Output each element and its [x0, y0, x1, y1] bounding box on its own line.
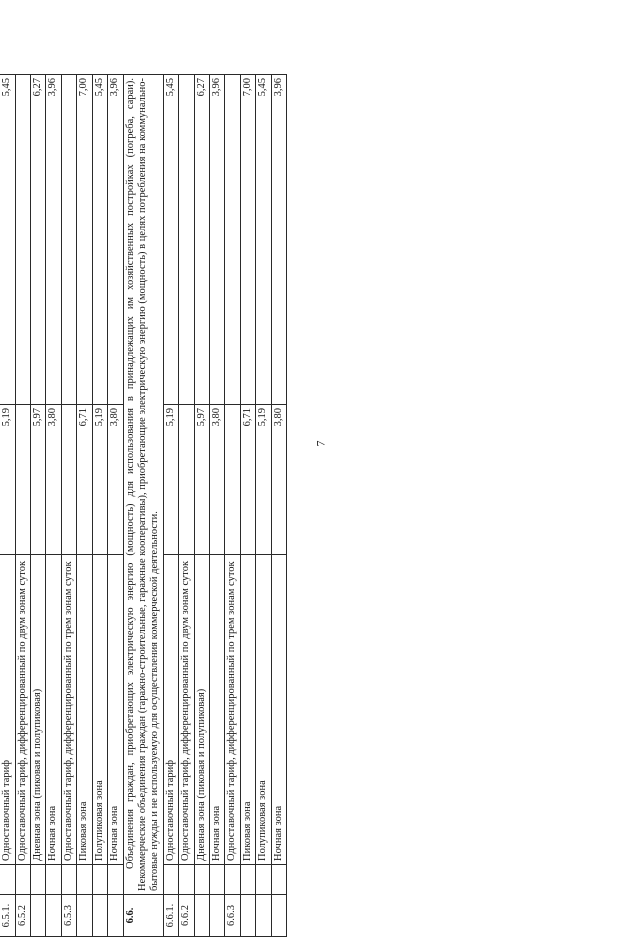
tariff-value-1: 5,97	[31, 405, 46, 555]
spacer-cell	[163, 865, 178, 895]
spacer-cell	[225, 865, 240, 895]
tariff-value-2: 5,45	[163, 75, 178, 405]
row-number: 6.6.3	[225, 895, 240, 937]
tariff-value-2	[225, 75, 240, 405]
table-row	[225, 75, 240, 937]
spacer-cell	[15, 865, 30, 895]
tariff-value-1	[225, 405, 240, 555]
spacer-cell	[92, 865, 107, 895]
row-label: Одноставочный тариф	[163, 555, 178, 865]
tariff-value-2: 5,45	[0, 75, 15, 405]
tariff-value-2: 5,45	[92, 75, 107, 405]
tariff-value-2: 3,96	[46, 75, 61, 405]
tariff-value-2: 3,96	[209, 75, 224, 405]
row-label: Одноставочный тариф	[0, 555, 15, 865]
tariff-value-2	[61, 75, 76, 405]
table-row	[240, 75, 255, 937]
row-label: Полупиковая зона	[92, 555, 107, 865]
table-row	[256, 75, 271, 937]
tariff-value-1: 3,80	[209, 405, 224, 555]
row-number	[194, 895, 209, 937]
tariff-value-2	[179, 75, 194, 405]
row-label: Ночная зона	[46, 555, 61, 865]
tariff-value-1: 6,71	[77, 405, 92, 555]
row-number	[108, 895, 123, 937]
spacer-cell	[0, 865, 15, 895]
tariff-value-1	[61, 405, 76, 555]
tariff-value-2: 7,00	[77, 75, 92, 405]
tariff-value-1: 5,19	[92, 405, 107, 555]
row-label: Одноставочный тариф, дифференцированный по трем зонам суток	[225, 555, 240, 865]
tariff-value-1: 3,80	[108, 405, 123, 555]
tariff-value-1: 5,19	[0, 405, 15, 555]
row-number	[209, 895, 224, 937]
tariff-value-2: 3,96	[271, 75, 286, 405]
table-row	[194, 75, 209, 937]
row-label: Дневная зона (пиковая и полупиковая)	[31, 555, 46, 865]
table-row	[0, 75, 15, 937]
section-description: Объединения граждан, приобретающих электрическую энергию (мощность) для использования в принадлежащих им хозяйственных постройках (погреба, сараи). Некоммерческие объединения граждан (гаражно-строительные, гаражные кооперативы), приобретающие электрическую энергию (мощность) в целях потребления на коммунально-бытовые нужды и не используемую для осуществления коммерческой деятельности.	[123, 75, 163, 895]
tariff-value-1: 3,80	[271, 405, 286, 555]
row-number: 6.6.2	[179, 895, 194, 937]
tariff-value-2: 7,00	[240, 75, 255, 405]
spacer-cell	[31, 865, 46, 895]
row-number	[271, 895, 286, 937]
tariff-table-body	[0, 75, 286, 937]
spacer-cell	[256, 865, 271, 895]
row-label: Пиковая зона	[240, 555, 255, 865]
page-number: 7	[313, 440, 328, 447]
spacer-cell	[209, 865, 224, 895]
table-row	[179, 75, 194, 937]
tariff-value-2: 6,27	[194, 75, 209, 405]
tariff-value-1	[179, 405, 194, 555]
spacer-cell	[194, 865, 209, 895]
spacer-cell	[61, 865, 76, 895]
table-row	[209, 75, 224, 937]
table-row	[108, 75, 123, 937]
table-row	[46, 75, 61, 937]
row-number	[240, 895, 255, 937]
row-label: Ночная зона	[108, 555, 123, 865]
tariff-value-2	[15, 75, 30, 405]
row-number	[31, 895, 46, 937]
table-row	[271, 75, 286, 937]
spacer-cell	[77, 865, 92, 895]
row-number	[256, 895, 271, 937]
table-row	[61, 75, 76, 937]
tariff-value-2: 5,45	[256, 75, 271, 405]
row-label: Одноставочный тариф, дифференцированный по двум зонам суток	[15, 555, 30, 865]
table-row	[77, 75, 92, 937]
table-row	[15, 75, 30, 937]
section-row	[123, 75, 163, 937]
spacer-cell	[46, 865, 61, 895]
row-number: 6.5.1.	[0, 895, 15, 937]
tariff-value-1	[15, 405, 30, 555]
tariff-value-1: 5,97	[194, 405, 209, 555]
tariff-value-1: 5,19	[163, 405, 178, 555]
tariff-value-2: 6,27	[31, 75, 46, 405]
table-row	[92, 75, 107, 937]
tariff-value-1: 3,80	[46, 405, 61, 555]
tariff-value-1: 6,71	[240, 405, 255, 555]
row-number	[46, 895, 61, 937]
tariff-sheet	[0, 75, 406, 937]
spacer-cell	[108, 865, 123, 895]
section-number: 6.6.	[123, 895, 163, 937]
row-label: Дневная зона (пиковая и полупиковая)	[194, 555, 209, 865]
table-row	[163, 75, 178, 937]
table-row	[31, 75, 46, 937]
spacer-cell	[179, 865, 194, 895]
row-label: Ночная зона	[271, 555, 286, 865]
tariff-value-1: 5,19	[256, 405, 271, 555]
row-label: Одноставочный тариф, дифференцированный по двум зонам суток	[179, 555, 194, 865]
row-number: 6.5.2	[15, 895, 30, 937]
row-label: Одноставочный тариф, дифференцированный по трем зонам суток	[61, 555, 76, 865]
row-label: Ночная зона	[209, 555, 224, 865]
row-number	[92, 895, 107, 937]
spacer-cell	[240, 865, 255, 895]
tariff-table	[0, 74, 287, 937]
row-label: Полупиковая зона	[256, 555, 271, 865]
row-label: Пиковая зона	[77, 555, 92, 865]
row-number: 6.6.1.	[163, 895, 178, 937]
row-number: 6.5.3	[61, 895, 76, 937]
row-number	[77, 895, 92, 937]
spacer-cell	[271, 865, 286, 895]
tariff-value-2: 3,96	[108, 75, 123, 405]
